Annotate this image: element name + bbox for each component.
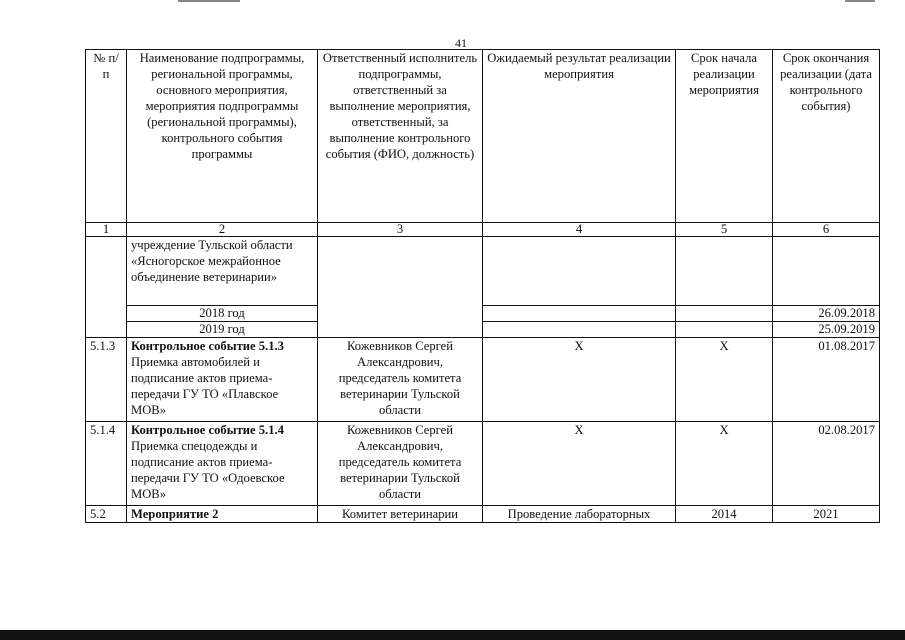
row-number: 5.1.3	[86, 338, 127, 422]
header-number: № п/п	[86, 50, 127, 223]
scan-bottom-edge	[0, 630, 905, 640]
plan-table	[85, 49, 880, 523]
continuation-result-cell	[483, 237, 676, 306]
continuation-text: учреждение Тульской области «Ясногорское межрайонное объединение ветеринарии»	[127, 237, 318, 306]
year-start-cell	[676, 306, 773, 322]
table-row	[86, 422, 880, 506]
row-text: Приемка автомобилей и подписание актов приема-передачи ГУ ТО «Плавское МОВ»	[131, 355, 279, 417]
year-row	[86, 306, 880, 322]
column-number: 2	[127, 223, 318, 237]
row-result: Х	[483, 338, 676, 422]
year-start-cell	[676, 322, 773, 338]
continuation-responsible-cell	[318, 237, 483, 338]
row-responsible: Комитет ветеринарии	[318, 506, 483, 523]
year-end-date: 25.09.2019	[773, 322, 880, 338]
row-start: Х	[676, 422, 773, 506]
row-text: Приемка спецодежды и подписание актов приема-передачи ГУ ТО «Одоевское МОВ»	[131, 439, 285, 501]
column-number: 3	[318, 223, 483, 237]
row-title: Контрольное событие 5.1.4	[131, 423, 284, 437]
header-row	[86, 50, 880, 223]
column-number: 5	[676, 223, 773, 237]
row-name-cell	[127, 506, 318, 523]
header-end-date: Срок окончания реализации (дата контрольного события)	[773, 50, 880, 223]
year-result-cell	[483, 322, 676, 338]
column-number: 1	[86, 223, 127, 237]
year-label: 2019 год	[127, 322, 318, 338]
header-name: Наименование подпрограммы, региональной программы, основного мероприятия, мероприятия подпрограммы (региональной программы), контрольного события программы	[127, 50, 318, 223]
row-number: 5.1.4	[86, 422, 127, 506]
row-result: Проведение лабораторных	[483, 506, 676, 523]
continuation-end-cell	[773, 237, 880, 306]
row-responsible: Кожевников Сергей Александрович, председатель комитета ветеринарии Тульской области	[318, 338, 483, 422]
row-start: Х	[676, 338, 773, 422]
scan-artifact-top-left	[178, 0, 240, 2]
year-label: 2018 год	[127, 306, 318, 322]
continuation-number-cell	[86, 237, 127, 338]
page-number: 41	[455, 36, 467, 50]
column-number: 6	[773, 223, 880, 237]
table-row	[86, 338, 880, 422]
header-responsible: Ответственный исполнитель подпрограммы, ответственный за выполнение мероприятия, ответственный, за выполнение контрольного события (ФИО, должность)	[318, 50, 483, 223]
scan-artifact-top-right	[845, 0, 875, 2]
row-result: Х	[483, 422, 676, 506]
row-responsible: Кожевников Сергей Александрович, председатель комитета ветеринарии Тульской области	[318, 422, 483, 506]
row-name-cell	[127, 338, 318, 422]
row-end: 02.08.2017	[773, 422, 880, 506]
row-name-cell	[127, 422, 318, 506]
year-end-date: 26.09.2018	[773, 306, 880, 322]
continuation-start-cell	[676, 237, 773, 306]
header-start-date: Срок начала реализации мероприятия	[676, 50, 773, 223]
table-row	[86, 506, 880, 523]
row-end: 01.08.2017	[773, 338, 880, 422]
row-end: 2021	[773, 506, 880, 523]
row-start: 2014	[676, 506, 773, 523]
row-number: 5.2	[86, 506, 127, 523]
continuation-row	[86, 237, 880, 306]
header-expected-result: Ожидаемый результат реализации мероприятия	[483, 50, 676, 223]
year-result-cell	[483, 306, 676, 322]
year-row	[86, 322, 880, 338]
column-number: 4	[483, 223, 676, 237]
row-title: Контрольное событие 5.1.3	[131, 339, 284, 353]
column-number-row	[86, 223, 880, 237]
row-title: Мероприятие 2	[131, 507, 219, 521]
